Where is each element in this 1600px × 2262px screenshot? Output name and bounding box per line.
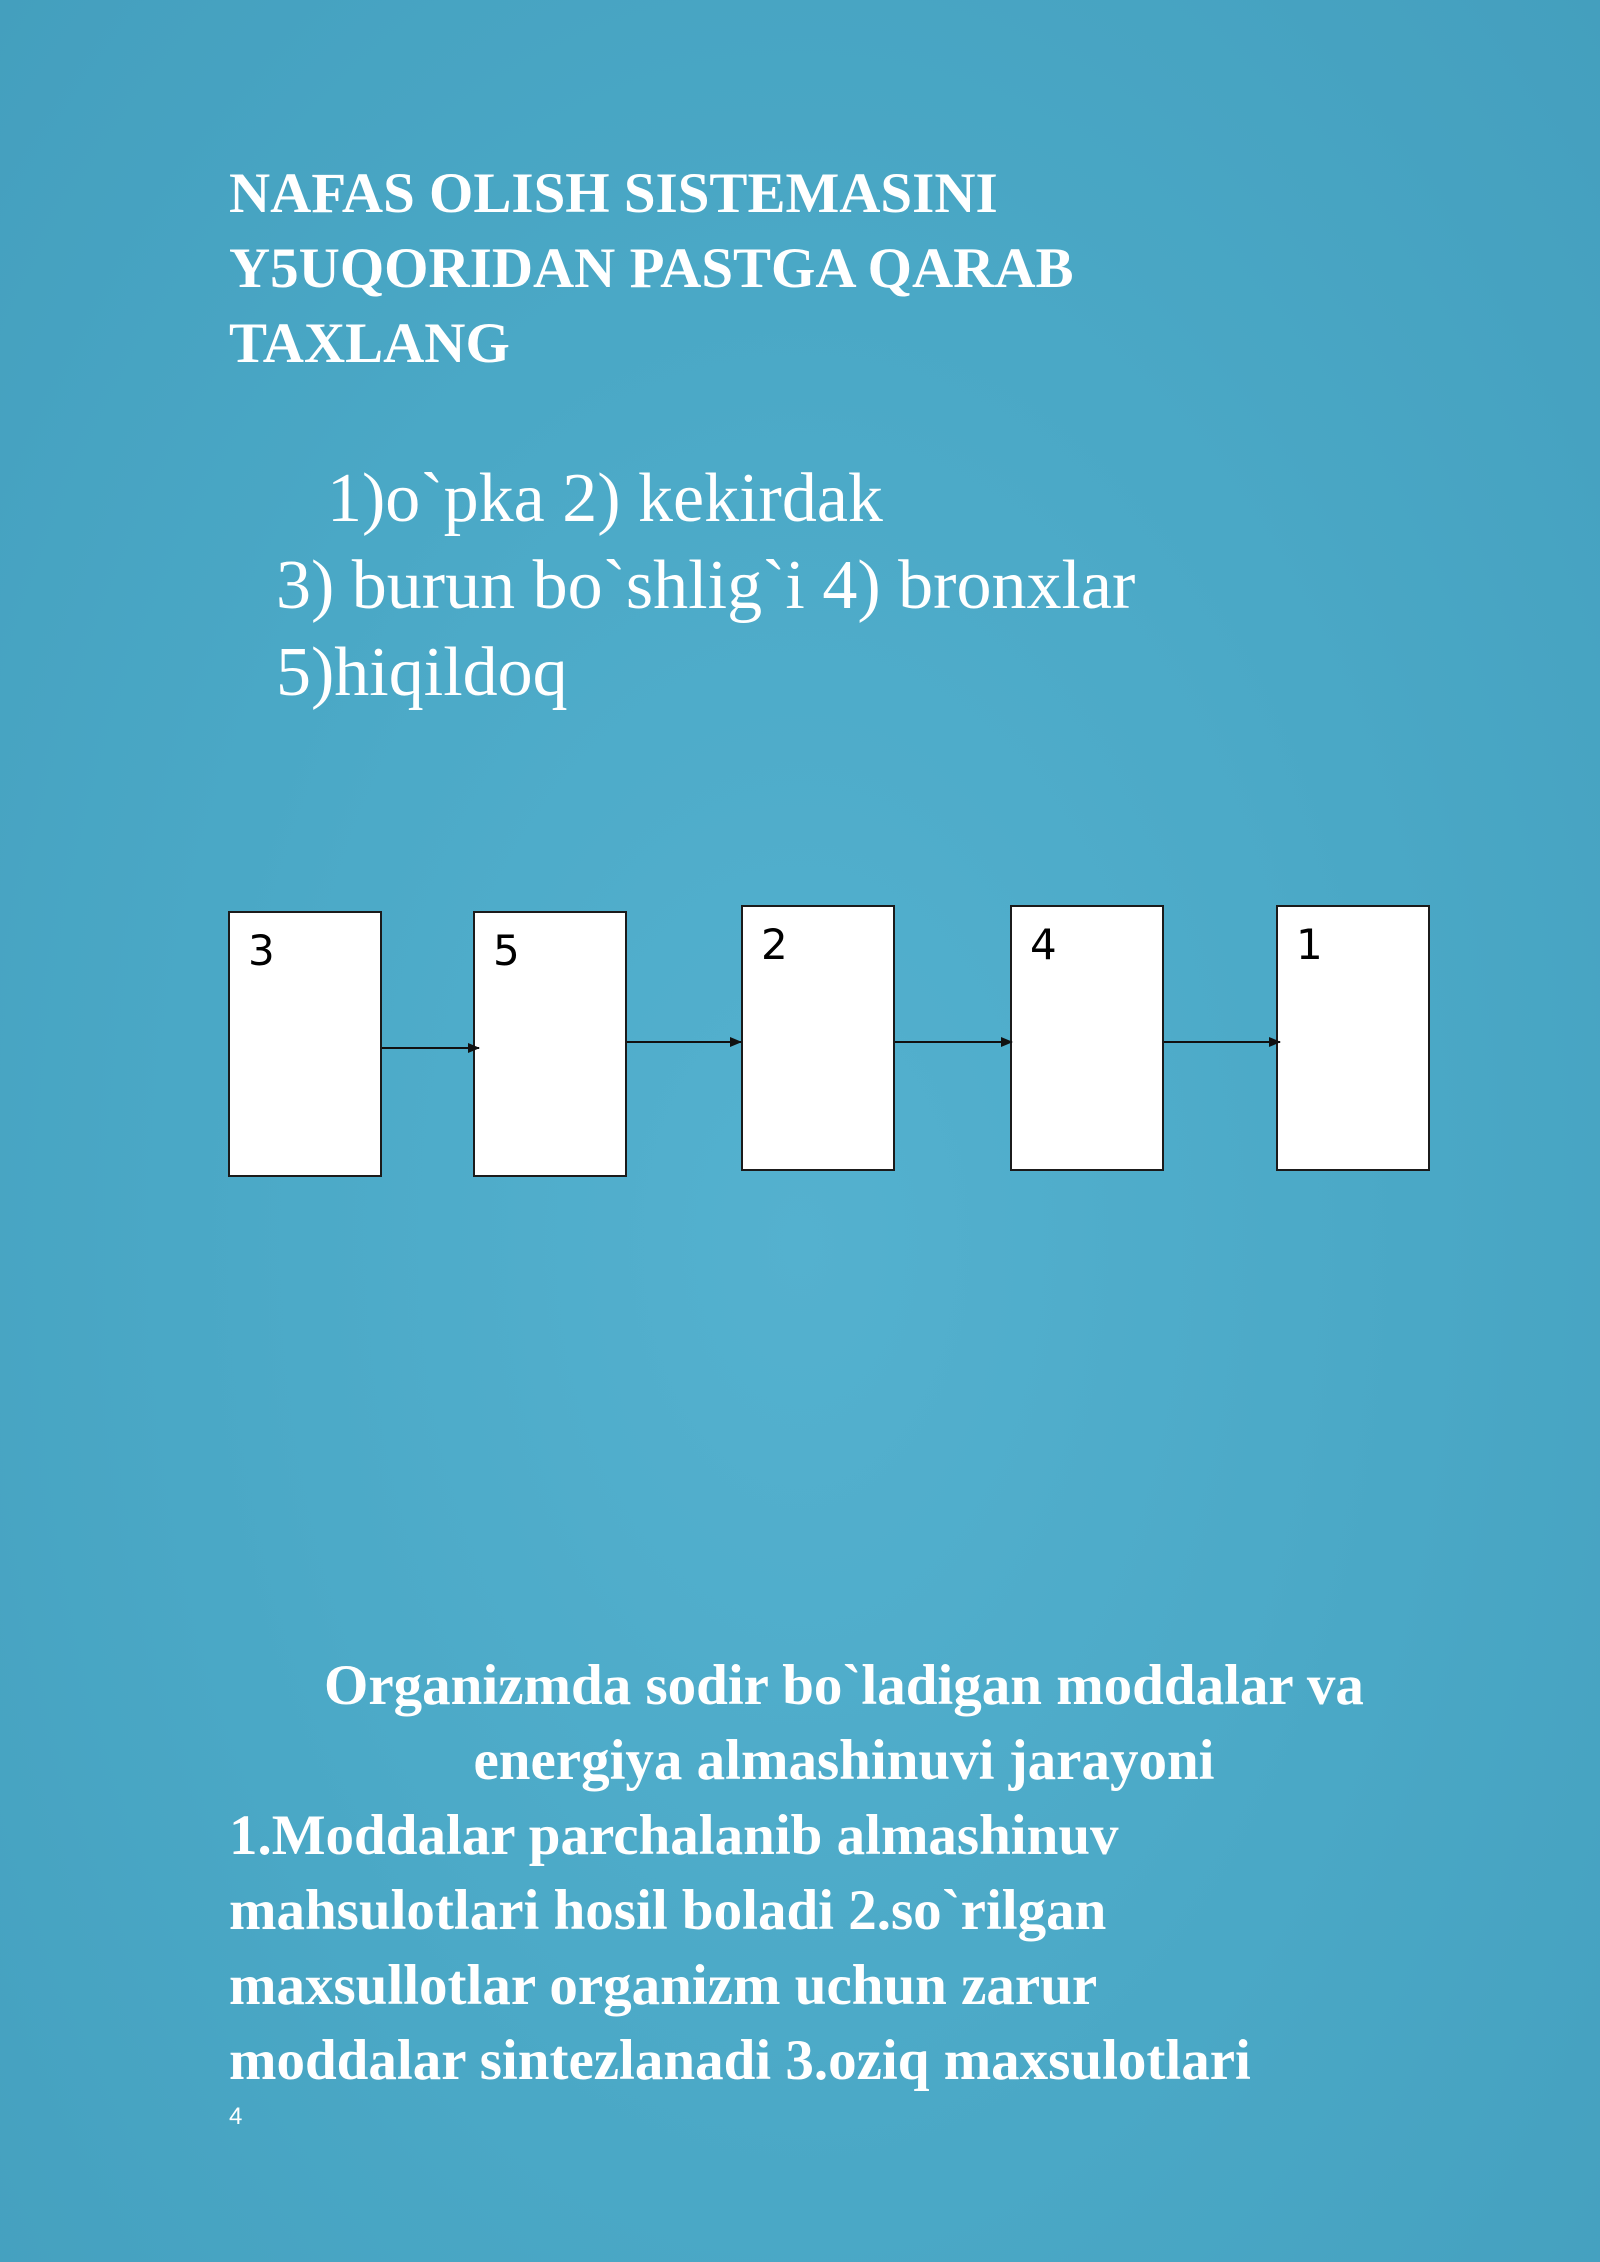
sequence-box-number: 2 — [761, 920, 788, 969]
sequence-box — [1010, 905, 1164, 1171]
section-heading-line: Organizmda sodir bo`ladigan moddalar va — [324, 1654, 1364, 1717]
title-line: NAFAS OLISH SISTEMASINI — [229, 162, 998, 225]
section-body-line: maxsullotlar organizm uchun zarur — [229, 1954, 1098, 2017]
bottom-text-block — [229, 1648, 1459, 2098]
sequence-box — [473, 911, 627, 1177]
sequence-box — [228, 911, 382, 1177]
sequence-box-number: 1 — [1296, 920, 1323, 969]
section-body-line: mahsulotlari hosil boladi 2.so`rilgan — [229, 1879, 1107, 1942]
section-body-line: moddalar sintezlanadi 3.oziq maxsulotlari — [229, 2029, 1251, 2092]
sequence-box-number: 3 — [248, 926, 275, 975]
sequence-box — [741, 905, 895, 1171]
option-line: 5)hiqildoq — [276, 634, 568, 711]
option-line: 1)o`pka 2) kekirdak — [327, 460, 883, 537]
sequence-box-number: 4 — [1030, 920, 1057, 969]
title-line: Y5UQORIDAN PASTGA QARAB — [229, 237, 1074, 300]
slide-title — [229, 156, 1379, 381]
sequence-box — [1276, 905, 1430, 1171]
option-line: 3) burun bo`shlig`i 4) bronxlar — [276, 547, 1136, 624]
page-number: 4 — [229, 2103, 243, 2130]
title-line: TAXLANG — [229, 312, 510, 375]
section-body-line: 1.Moddalar parchalanib almashinuv — [229, 1804, 1119, 1867]
section-heading-line: energiya almashinuvi jarayoni — [473, 1729, 1215, 1792]
sequence-box-number: 5 — [493, 926, 520, 975]
